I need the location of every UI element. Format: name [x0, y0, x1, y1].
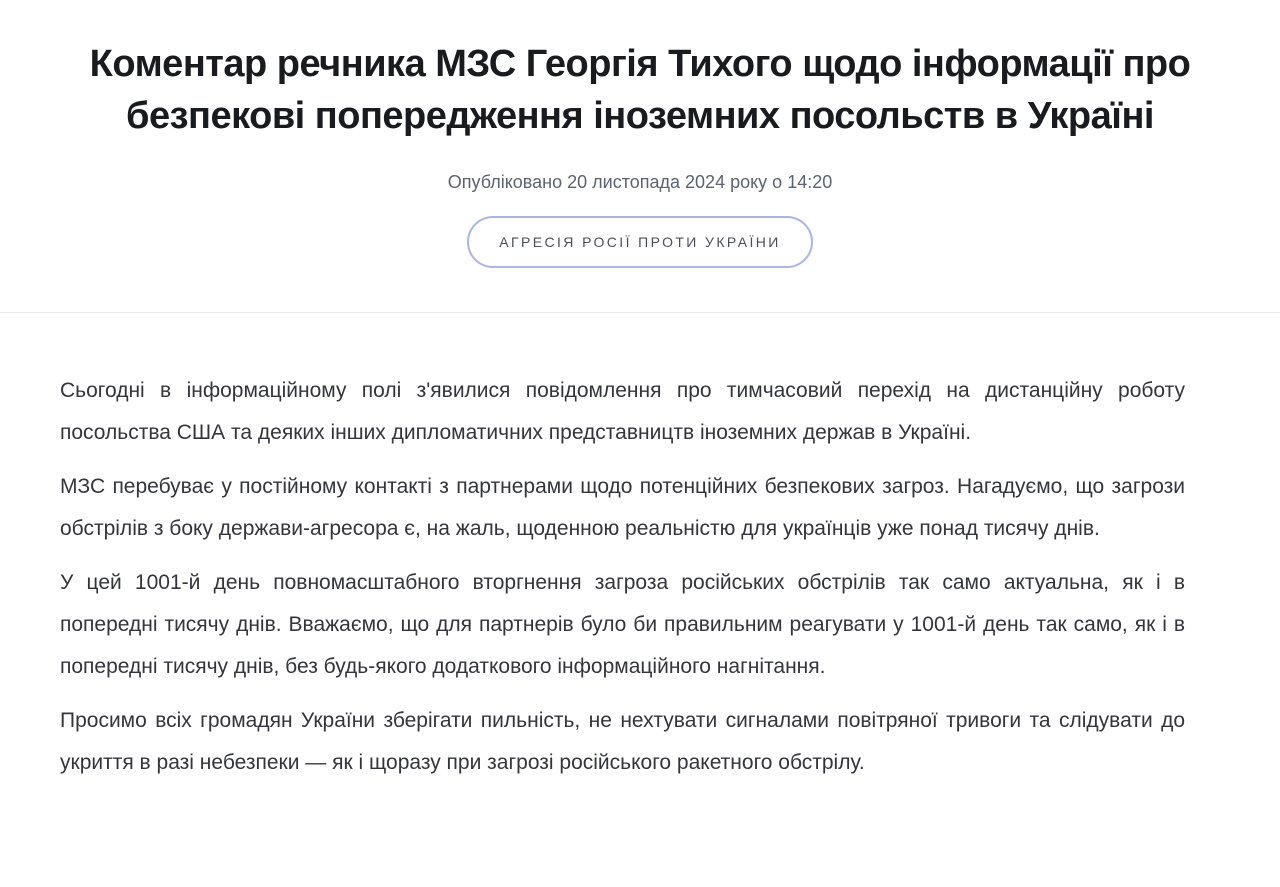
article-paragraph-4: Просимо всіх громадян України зберігати пильність, не нехтувати сигналами повітряної тривоги та слідувати до укриття в разі небезпеки — як і щоразу при загрозі російського ракетного обстрілу.	[60, 709, 1185, 774]
article-body	[0, 313, 1280, 784]
article-paragraph-3: У цей 1001-й день повномасштабного вторгнення загроза російських обстрілів так само актуальна, як і в попередні тисячу днів. Вважаємо, що для партнерів було би правильним реагувати у 1001-й день так само, як і в попередні тисячу днів, без будь-якого додаткового інформаційного нагнітання.	[60, 571, 1185, 678]
tag-container	[0, 216, 1280, 268]
article-header	[0, 0, 1280, 268]
article-paragraph-1: Сьогодні в інформаційному полі з'явилися повідомлення про тимчасовий перехід на дистанційну роботу посольства США та деяких інших дипломатичних представництв іноземних держав в Україні.	[60, 379, 1185, 444]
published-date: Опубліковано 20 листопада 2024 року о 14:20	[447, 172, 833, 192]
article-title: Коментар речника МЗС Георгія Тихого щодо інформації про безпекові попередження іноземних посольств в Україні	[89, 43, 1191, 137]
topic-tag-button[interactable]: АГРЕСІЯ РОСІЇ ПРОТИ УКРАЇНИ	[467, 216, 812, 268]
article-paragraph-2: МЗС перебуває у постійному контакті з партнерами щодо потенційних безпекових загроз. Нагадуємо, що загрози обстрілів з боку держави-агресора є, на жаль, щоденною реальністю для українців уже понад тисячу днів.	[60, 475, 1185, 540]
